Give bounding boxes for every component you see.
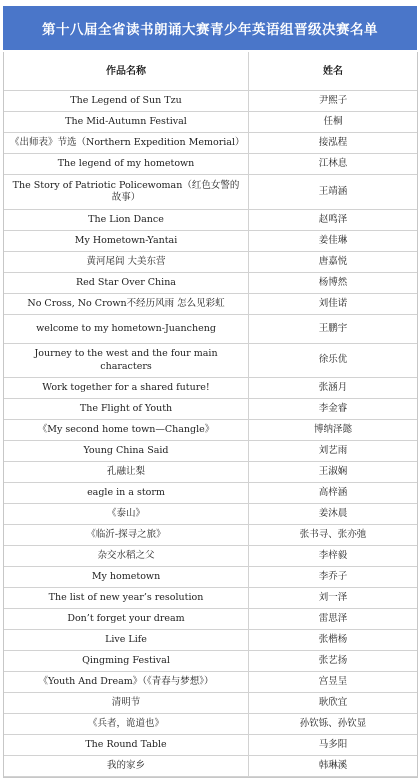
work-title-cell: 《出师表》节选（Northern Expedition Memorial） — [4, 133, 249, 153]
table-row — [4, 210, 417, 231]
participant-name-cell: 任桐 — [323, 115, 343, 127]
participant-name-cell: 张艺扬 — [318, 654, 348, 666]
participant-name-cell: 王鹏宇 — [318, 322, 348, 334]
table-row — [4, 273, 417, 294]
work-title-cell: 《Youth And Dream》（《青春与梦想》） — [4, 672, 249, 692]
work-title-cell: Red Star Over China — [4, 273, 249, 293]
table-row — [4, 735, 417, 756]
table-row — [4, 483, 417, 504]
participant-name-cell: 李乔子 — [318, 570, 348, 582]
table-row — [4, 378, 417, 399]
finalist-table — [3, 52, 418, 778]
table-row — [4, 420, 417, 441]
table-row — [4, 91, 417, 112]
participant-name-cell: 姜沐晨 — [318, 507, 348, 519]
work-title-cell: The Round Table — [4, 735, 249, 755]
participant-name-cell: 张涵月 — [318, 381, 348, 393]
work-title-cell: welcome to my hometown-Juancheng — [4, 315, 249, 343]
participant-name-cell: 唐嘉悦 — [318, 255, 348, 267]
participant-name-cell: 李梓毅 — [318, 549, 348, 561]
work-title-cell: 清明节 — [4, 693, 249, 713]
participant-name-cell: 王靖涵 — [318, 185, 348, 197]
table-row — [4, 133, 417, 154]
work-title-cell: My hometown — [4, 567, 249, 587]
participant-name-cell: 姜佳琳 — [318, 234, 348, 246]
table-row — [4, 588, 417, 609]
participant-name-cell: 孙钦铄、孙钦显 — [299, 717, 367, 729]
column-header-work: 作品名称 — [4, 52, 249, 90]
participant-name-cell: 尹熙子 — [318, 94, 348, 106]
work-title-cell: Journey to the west and the four main characters — [4, 344, 249, 377]
column-header-name: 姓名 — [323, 65, 343, 77]
participant-name-cell: 接泓程 — [318, 136, 348, 148]
participant-name-cell: 王淑娴 — [318, 465, 348, 477]
work-title-cell: Young China Said — [4, 441, 249, 461]
table-row — [4, 693, 417, 714]
work-title-cell: 我的家乡 — [4, 756, 249, 776]
table-row — [4, 112, 417, 133]
table-row — [4, 672, 417, 693]
work-title-cell: 《兵者，诡道也》 — [4, 714, 249, 734]
work-title-cell: Qingming Festival — [4, 651, 249, 671]
work-title-cell: eagle in a storm — [4, 483, 249, 503]
work-title-cell: Don’t forget your dream — [4, 609, 249, 629]
participant-name-cell: 耿欣宜 — [318, 696, 348, 708]
table-row — [4, 344, 417, 378]
work-title-cell: The list of new year’s resolution — [4, 588, 249, 608]
participant-name-cell: 刘一泽 — [318, 591, 348, 603]
work-title-cell: 《泰山》 — [4, 504, 249, 524]
table-row — [4, 231, 417, 252]
participant-name-cell: 马多阳 — [318, 738, 348, 750]
participant-name-cell: 徐乐优 — [318, 354, 348, 366]
participant-name-cell: 李金睿 — [318, 402, 348, 414]
work-title-cell: Live Life — [4, 630, 249, 650]
table-row — [4, 462, 417, 483]
table-row — [4, 175, 417, 210]
participant-name-cell: 宫昱呈 — [318, 675, 348, 687]
table-row — [4, 546, 417, 567]
work-title-cell: The Flight of Youth — [4, 399, 249, 419]
participant-name-cell: 博纳泽懿 — [313, 423, 352, 435]
table-row — [4, 567, 417, 588]
participant-name-cell: 刘艺雨 — [318, 444, 348, 456]
participant-name-cell: 张书寻、张亦弛 — [299, 528, 367, 540]
table-row — [4, 441, 417, 462]
table-row — [4, 294, 417, 315]
participant-name-cell: 杨博然 — [318, 276, 348, 288]
participant-name-cell: 韩琳溪 — [318, 759, 348, 771]
work-title-cell: The Story of Patriotic Policewoman（红色女警的故事） — [4, 175, 249, 209]
work-title-cell: 黄河尾闾 大美东营 — [4, 252, 249, 272]
work-title-cell: 孔融让梨 — [4, 462, 249, 482]
work-title-cell: 《My second home town—Changle》 — [4, 420, 249, 440]
table-row — [4, 651, 417, 672]
work-title-cell: The Mid-Autumn Festival — [4, 112, 249, 132]
table-row — [4, 630, 417, 651]
participant-name-cell: 张楷杨 — [318, 633, 348, 645]
work-title-cell: 杂交水稻之父 — [4, 546, 249, 566]
page-title: 第十八届全省读书朗诵大赛青少年英语组晋级决赛名单 — [3, 6, 417, 50]
table-row — [4, 756, 417, 777]
table-row — [4, 315, 417, 344]
table-row — [4, 714, 417, 735]
participant-name-cell: 雷思泽 — [318, 612, 348, 624]
work-title-cell: No Cross, No Crown不经历风雨 怎么见彩虹 — [4, 294, 249, 314]
table-row — [4, 525, 417, 546]
table-row — [4, 252, 417, 273]
table-row — [4, 609, 417, 630]
work-title-cell: The legend of my hometown — [4, 154, 249, 174]
participant-name-cell: 江林息 — [318, 157, 348, 169]
table-row — [4, 504, 417, 525]
table-row — [4, 154, 417, 175]
work-title-cell: Work together for a shared future! — [4, 378, 249, 398]
participant-name-cell: 刘佳诺 — [318, 297, 348, 309]
work-title-cell: The Legend of Sun Tzu — [4, 91, 249, 111]
work-title-cell: My Hometown-Yantai — [4, 231, 249, 251]
table-row — [4, 399, 417, 420]
participant-name-cell: 高梓涵 — [318, 486, 348, 498]
work-title-cell: 《临沂-探寻之旅》 — [4, 525, 249, 545]
table-header-row — [4, 52, 417, 91]
work-title-cell: The Lion Dance — [4, 210, 249, 230]
participant-name-cell: 赵鸣泽 — [318, 213, 348, 225]
